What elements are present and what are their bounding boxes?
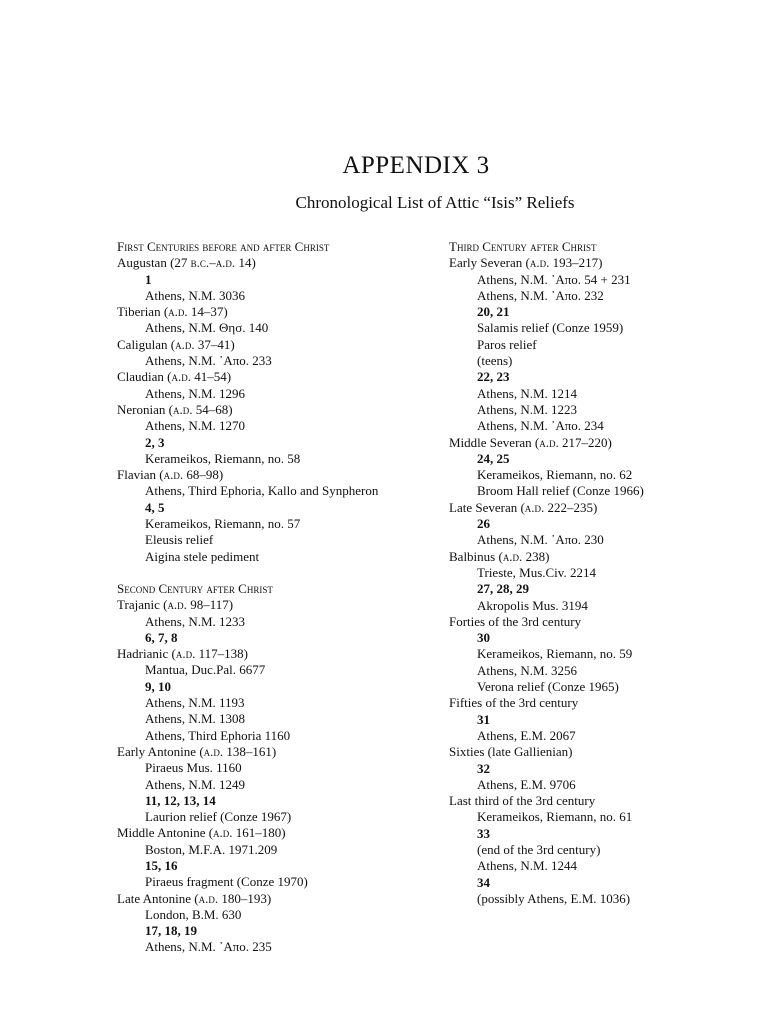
- period-heading: [117, 744, 417, 760]
- relief-entry: Verona relief (Conze 1965): [477, 679, 619, 695]
- relief-numbers: 33: [477, 825, 490, 841]
- period-text: Trajanic (: [117, 597, 168, 613]
- relief-entry: Broom Hall relief (Conze 1966): [477, 483, 644, 499]
- period-text: Middle Severan (: [449, 434, 540, 450]
- relief-entry: Kerameikos, Riemann, no. 61: [477, 809, 633, 825]
- relief-numbers: 30: [477, 630, 490, 646]
- period-text: Flavian (: [117, 467, 164, 483]
- era-label: a.d.: [539, 434, 559, 450]
- period-text: 180–193): [218, 890, 272, 906]
- relief-numbers: 15, 16: [145, 857, 178, 873]
- period-heading: [449, 500, 749, 516]
- relief-entry: (end of the 3rd century): [477, 841, 601, 857]
- period-text: Hadrianic (: [117, 646, 176, 662]
- right-column: [449, 239, 749, 907]
- era-label: a.d.: [198, 890, 219, 906]
- period-heading: [449, 549, 749, 565]
- page-subtitle: Chronological List of Attic “Isis” Reliefs: [295, 193, 575, 212]
- relief-entry: Kerameikos, Riemann, no. 58: [145, 450, 301, 466]
- relief-entry: Trieste, Mus.Civ. 2214: [477, 564, 596, 580]
- period-heading: [117, 402, 417, 418]
- era-label: a.d.: [172, 401, 193, 417]
- relief-entry: Salamis relief (Conze 1959): [477, 320, 624, 336]
- page-title: APPENDIX 3: [342, 152, 490, 179]
- relief-numbers: 24, 25: [477, 450, 510, 466]
- period-heading: [117, 369, 417, 385]
- relief-entry: Athens, Third Ephoria 1160: [145, 727, 291, 743]
- era-label: a.d.: [524, 499, 545, 515]
- period-text: Forties of the 3rd century: [449, 613, 582, 629]
- period-text: Tiberian (: [117, 304, 169, 320]
- relief-numbers: 2, 3: [145, 434, 165, 450]
- relief-entry: Athens, Third Ephoria, Kallo and Synpheron: [145, 483, 379, 499]
- era-label: a.d.: [529, 255, 550, 271]
- relief-entry: Athens, N.M. ᾽Απο. 232: [477, 287, 604, 303]
- period-heading: [449, 793, 749, 809]
- relief-numbers: 6, 7, 8: [145, 629, 178, 645]
- era-label: a.d.: [171, 369, 192, 385]
- relief-entry: Boston, M.F.A. 1971.209: [145, 841, 278, 857]
- relief-entry: Athens, N.M. 3256: [477, 662, 578, 678]
- relief-entry: Athens, N.M. 1214: [477, 385, 578, 401]
- relief-entry: Aigina stele pediment: [145, 548, 260, 564]
- relief-numbers: 22, 23: [477, 369, 510, 385]
- relief-entry: Athens, N.M. 1296: [145, 385, 246, 401]
- relief-entry: Athens, N.M. 1270: [145, 418, 246, 434]
- period-text: Early Antonine (: [117, 743, 204, 759]
- period-text: Early Severan (: [449, 255, 530, 271]
- relief-entry: Athens, N.M. ᾽Απο. 54 + 231: [477, 271, 631, 287]
- era-label: a.d.: [163, 467, 184, 483]
- period-heading: [449, 744, 749, 760]
- relief-numbers: 27, 28, 29: [477, 581, 529, 597]
- period-text: Caligulan (: [117, 336, 176, 352]
- period-text: 41–54): [191, 369, 232, 385]
- period-text: Late Severan (: [449, 499, 525, 515]
- relief-numbers: 32: [477, 760, 490, 776]
- relief-entry: Kerameikos, Riemann, no. 57: [145, 516, 301, 532]
- relief-numbers: 17, 18, 19: [145, 923, 197, 939]
- relief-numbers: 34: [477, 874, 490, 890]
- relief-entry: Piraeus fragment (Conze 1970): [145, 874, 308, 890]
- relief-entry: Akropolis Mus. 3194: [477, 597, 588, 613]
- period-text: Last third of the 3rd century: [449, 793, 596, 809]
- era-label: a.d.: [215, 255, 236, 271]
- period-text: 161–180): [232, 825, 286, 841]
- relief-numbers: 4, 5: [145, 499, 165, 515]
- relief-entry: Athens, N.M. 3036: [145, 287, 246, 303]
- relief-entry: (teens): [477, 353, 513, 369]
- relief-numbers: 1: [145, 271, 152, 287]
- period-heading: [449, 695, 749, 711]
- era-label: a.d.: [203, 743, 224, 759]
- period-text: 217–220): [558, 434, 612, 450]
- relief-entry: Mantua, Duc.Pal. 6677: [145, 662, 266, 678]
- relief-numbers: 20, 21: [477, 304, 510, 320]
- era-label: b.c.: [190, 255, 210, 271]
- period-text: –: [209, 255, 216, 271]
- relief-numbers: 11, 12, 13, 14: [145, 792, 216, 808]
- relief-entry: Athens, N.M. 1233: [145, 613, 246, 629]
- relief-entry: Laurion relief (Conze 1967): [145, 809, 292, 825]
- era-label: a.d.: [168, 304, 188, 320]
- relief-entry: Piraeus Mus. 1160: [145, 760, 242, 776]
- period-heading: [117, 597, 417, 613]
- period-text: Claudian (: [117, 369, 172, 385]
- section-heading: Second Century after Christ: [117, 580, 273, 596]
- period-heading: [117, 255, 417, 271]
- period-heading: [117, 825, 417, 841]
- relief-numbers: 9, 10: [145, 678, 171, 694]
- period-text: 14–37): [187, 304, 228, 320]
- relief-entry: Paros relief: [477, 336, 537, 352]
- period-text: Middle Antonine (: [117, 825, 214, 841]
- period-heading: [117, 304, 417, 320]
- period-text: 68–98): [183, 467, 224, 483]
- period-text: Late Antonine (: [117, 890, 199, 906]
- period-text: 37–41): [194, 336, 235, 352]
- relief-entry: Athens, N.M. Θησ. 140: [145, 320, 269, 336]
- relief-entry: Athens, E.M. 2067: [477, 727, 576, 743]
- period-text: 117–138): [195, 646, 248, 662]
- relief-entry: Athens, N.M. 1193: [145, 695, 245, 711]
- relief-entry: Kerameikos, Riemann, no. 59: [477, 646, 633, 662]
- relief-entry: Athens, N.M. 1308: [145, 711, 246, 727]
- period-heading: [117, 467, 417, 483]
- relief-entry: (possibly Athens, E.M. 1036): [477, 890, 631, 906]
- relief-entry: Athens, N.M. ᾽Απο. 235: [145, 939, 272, 955]
- relief-entry: Athens, N.M. ᾽Απο. 233: [145, 353, 272, 369]
- relief-entry: Eleusis relief: [145, 532, 214, 548]
- period-text: 238): [522, 548, 550, 564]
- period-text: 14): [235, 255, 256, 271]
- left-column: [117, 239, 417, 956]
- period-text: Augustan (27: [117, 255, 191, 271]
- era-label: a.d.: [167, 597, 187, 613]
- relief-entry: Athens, N.M. ᾽Απο. 230: [477, 532, 604, 548]
- period-heading: [449, 255, 749, 271]
- relief-entry: Athens, E.M. 9706: [477, 776, 576, 792]
- relief-numbers: 31: [477, 711, 490, 727]
- era-label: a.d.: [175, 336, 195, 352]
- section-heading: First Centuries before and after Christ: [117, 239, 330, 254]
- period-text: 222–235): [544, 499, 598, 515]
- period-heading: [117, 337, 417, 353]
- era-label: a.d.: [175, 646, 196, 662]
- period-text: 193–217): [549, 255, 603, 271]
- period-text: 54–68): [192, 401, 233, 417]
- period-text: Sixties (late Gallienian): [449, 744, 573, 760]
- period-heading: [117, 646, 417, 662]
- period-heading: [449, 435, 749, 451]
- era-label: a.d.: [213, 825, 233, 841]
- section-heading: Third Century after Christ: [449, 239, 597, 254]
- relief-entry: Kerameikos, Riemann, no. 62: [477, 467, 633, 483]
- relief-entry: Athens, N.M. 1244: [477, 858, 578, 874]
- era-label: a.d.: [502, 548, 523, 564]
- relief-entry: London, B.M. 630: [145, 906, 242, 922]
- relief-numbers: 26: [477, 516, 490, 532]
- period-text: Neronian (: [117, 401, 173, 417]
- period-text: Fifties of the 3rd century: [449, 695, 579, 711]
- relief-entry: Athens, N.M. ᾽Απο. 234: [477, 418, 604, 434]
- relief-entry: Athens, N.M. 1249: [145, 776, 246, 792]
- period-text: 98–117): [186, 597, 234, 613]
- period-text: Balbinus (: [449, 548, 503, 564]
- relief-entry: Athens, N.M. 1223: [477, 401, 578, 417]
- period-text: 138–161): [223, 743, 277, 759]
- period-heading: [449, 614, 749, 630]
- period-heading: [117, 891, 417, 907]
